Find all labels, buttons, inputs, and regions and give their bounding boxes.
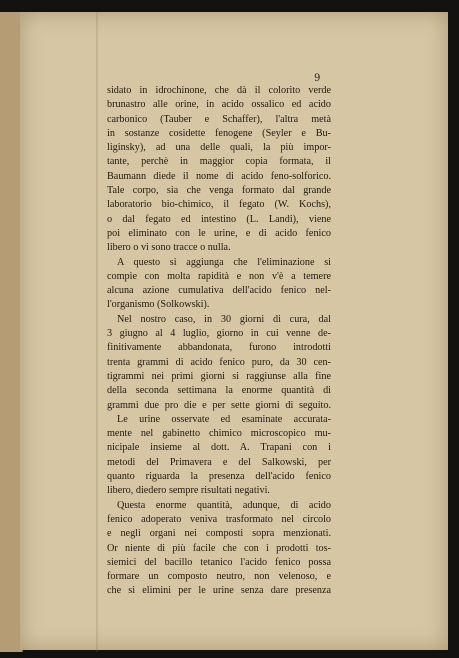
text-line: finitivamente abbandonata, furono introdotti xyxy=(107,342,331,354)
text-line: della seconda settimana la enorme quantità di xyxy=(107,385,331,397)
text-line: siemici del bacillo tetanico l'acido fenico possa xyxy=(107,556,331,568)
text-line: Tale corpo, sia che venga formato dal grande xyxy=(107,185,331,197)
page-fold-shadow xyxy=(96,12,99,652)
page-number: 9 xyxy=(314,73,321,84)
text-line: tigrammi nei primi giorni si raggiunse alla fine xyxy=(107,370,331,382)
text-line: A questo si aggiunga che l'eliminazione si xyxy=(117,256,331,268)
body-text xyxy=(107,84,331,599)
text-line: alcuna azione cumulativa dell'acido fenico nel- xyxy=(107,285,331,297)
text-line: libero, diedero sempre risultati negativi. xyxy=(107,485,270,497)
text-line: Questa enorme quantità, adunque, di acido xyxy=(117,499,331,511)
text-line: Baumann diede il nome di acido feno-solforico. xyxy=(107,170,331,182)
text-line: libero o vi sono tracce o nulla. xyxy=(107,242,231,254)
text-line: trenta grammi di acido fenico puro, da 30 cen- xyxy=(107,356,331,368)
text-line: laboratorio bio-chimico, il fegato (W. Kochs), xyxy=(107,199,331,211)
text-line: Nel nostro caso, in 30 giorni di cura, dal xyxy=(117,313,331,325)
text-line: grammi due pro die e per sette giorni di seguito. xyxy=(107,399,331,411)
text-line: 3 giugno al 4 luglio, giorno in cui venne de- xyxy=(107,328,331,340)
text-line: o dal fegato ed intestino (L. Landi), viene xyxy=(107,213,331,225)
text-line: sidato in idrochinone, che dà il colorito verde xyxy=(107,85,331,96)
text-line: poi eliminato con le urine, e di acido fenico xyxy=(107,227,331,239)
text-line: tante, perchè in maggior copia formata, il xyxy=(107,156,331,168)
text-line: quanto riguarda la presenza dell'acido fenico xyxy=(107,471,331,483)
text-line: carbonico (Tauber e Schaffer), l'altra metà xyxy=(107,113,331,125)
text-line: nicipale insieme al dott. A. Trapani con i xyxy=(107,442,331,454)
text-line: in sostanze cosidette fenogene (Seyler e Bu- xyxy=(107,127,331,139)
text-line: Or niente di più facile che con i prodotti tos- xyxy=(107,542,331,554)
text-line: metodi del Primavera e del Salkowski, per xyxy=(107,456,331,468)
text-line: che si elimini per le urine senza dare presenza xyxy=(107,585,331,597)
text-line: formare un composto neutro, non velenoso, e xyxy=(107,571,331,583)
text-line: compie con molta rapidità e non v'è a temere xyxy=(107,270,331,282)
text-line: e negli organi nei composti sopra menzionati. xyxy=(107,528,331,540)
text-line: fenico adoperato veniva trasformato nel circolo xyxy=(107,513,331,525)
text-line: l'organismo (Solkowski). xyxy=(107,299,210,311)
text-line: Le urine osservate ed esaminate accurata- xyxy=(117,413,331,425)
text-line: brunastro alle orine, in acido ossalico ed acido xyxy=(107,99,331,111)
text-line: liginsky), ad una delle quali, la più impor- xyxy=(107,142,331,154)
text-line: mente nel gabinetto chimico microscopico mu- xyxy=(107,428,331,440)
